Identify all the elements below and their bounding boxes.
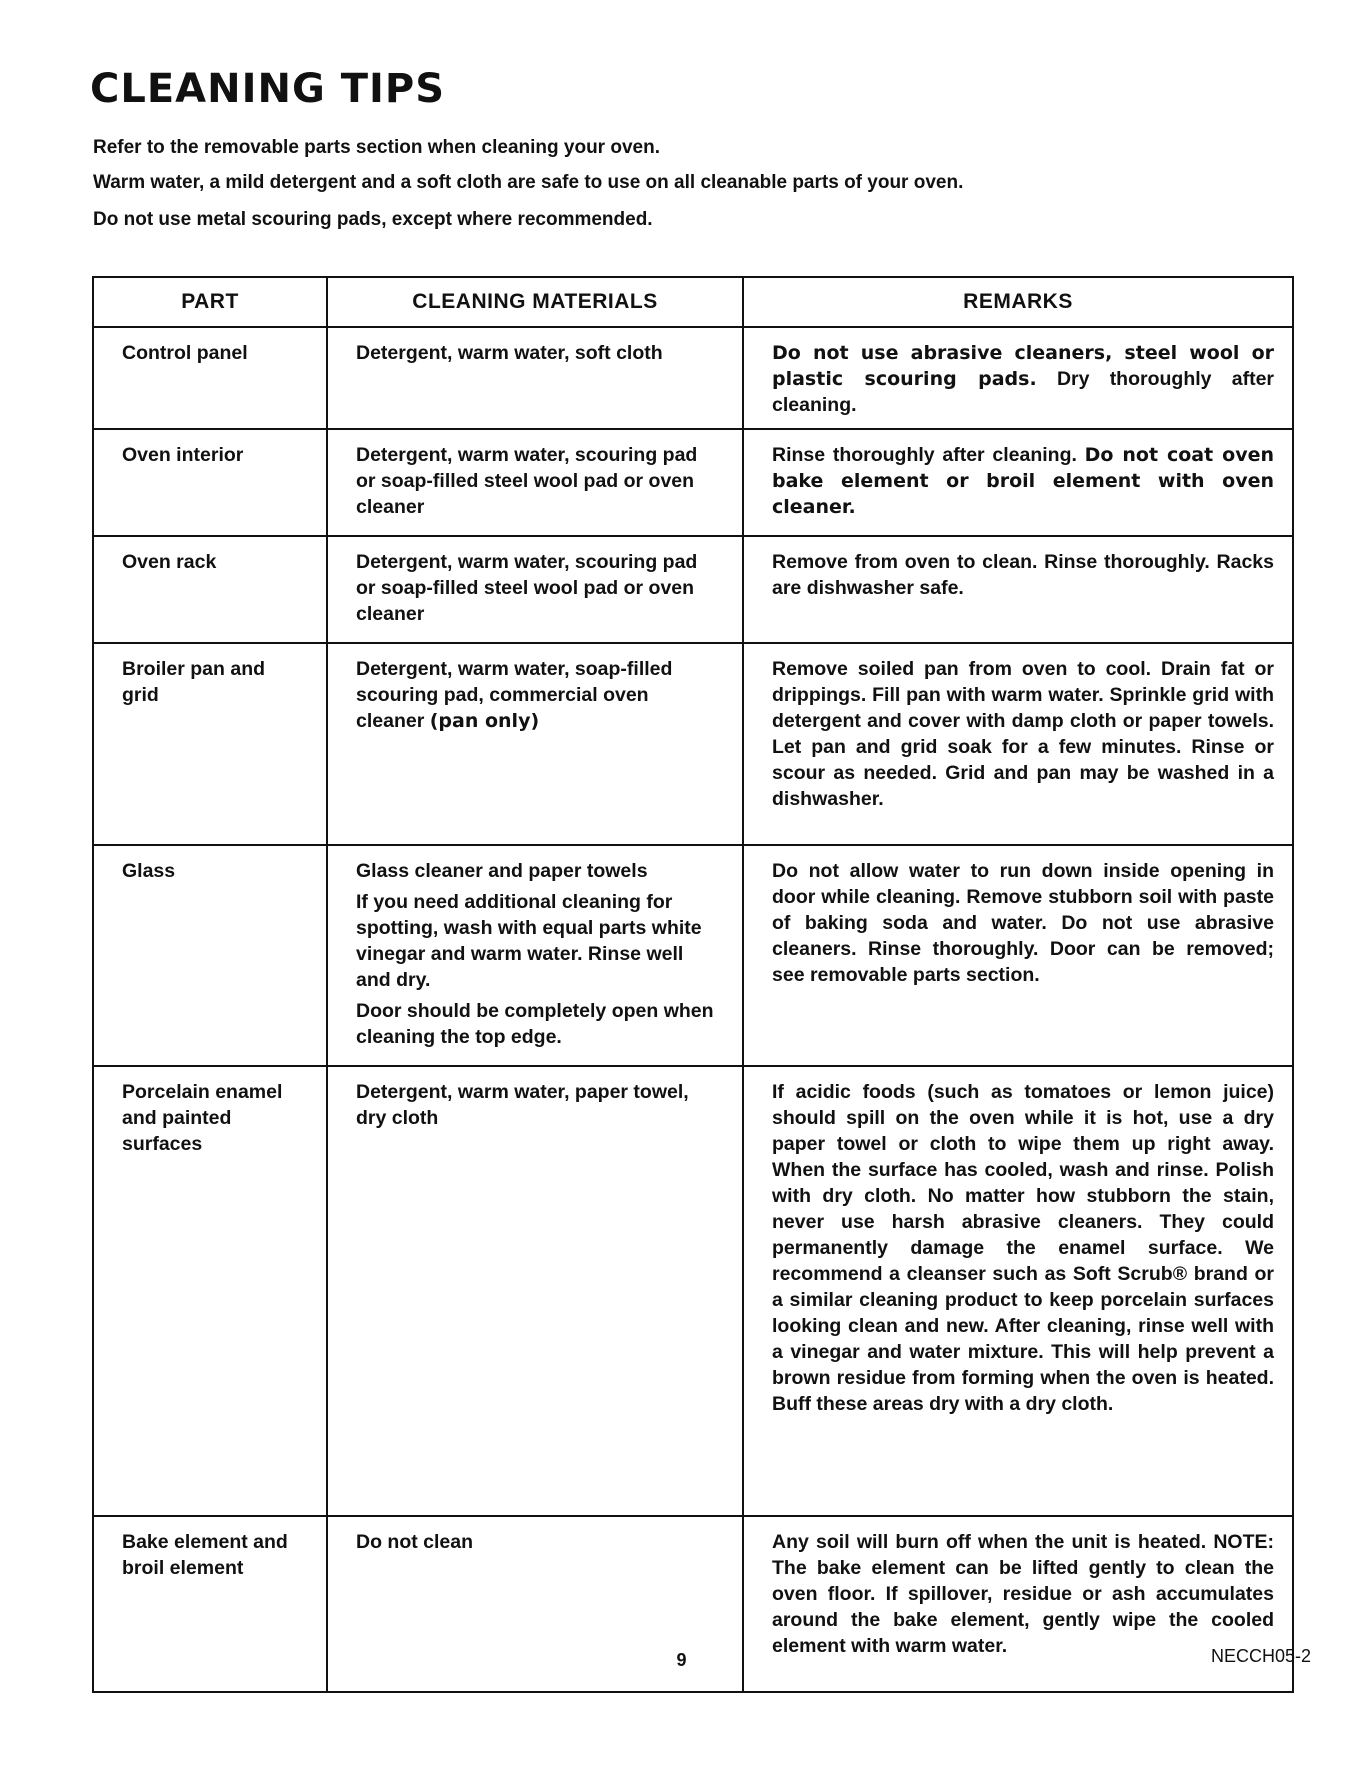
materials-text: Detergent, warm water, soap-filled scouring pad, commercial oven cleaner (356, 658, 673, 732)
page-title: CLEANING TIPS (90, 66, 446, 112)
cell-part: Broiler pan and grid (93, 643, 327, 845)
materials-text: Door should be completely open when cleaning the top edge. (356, 1000, 714, 1048)
cell-remarks (743, 536, 1293, 643)
cell-remarks (743, 845, 1293, 1066)
cell-materials (327, 429, 743, 536)
cell-part: Porcelain enamel and painted surfaces (93, 1066, 327, 1516)
cell-materials (327, 845, 743, 1066)
cell-remarks (743, 643, 1293, 845)
cell-materials (327, 1066, 743, 1516)
header-cleaning-materials: CLEANING MATERIALS (327, 277, 743, 327)
table-row (93, 327, 1293, 429)
cell-remarks (743, 1066, 1293, 1516)
intro-line-2: Warm water, a mild detergent and a soft cloth are safe to use on all cleanable parts of your oven. (93, 172, 964, 193)
cell-materials (327, 536, 743, 643)
remarks-text: Remove soiled pan from oven to cool. Drain fat or drippings. Fill pan with warm water. Sprinkle grid with detergent and cover with damp cloth or paper towels. Let pan and grid soak for a few minutes. Rinse or scour as needed. Grid and pan may be washed in a dishwasher. (772, 658, 1274, 810)
materials-text: Detergent, warm water, paper towel, dry cloth (356, 1081, 689, 1129)
materials-text: Detergent, warm water, scouring pad or soap-filled steel wool pad or oven cleaner (356, 551, 698, 625)
cell-part: Oven rack (93, 536, 327, 643)
materials-text: Glass cleaner and paper towels (356, 860, 648, 882)
remarks-text: Remove from oven to clean. Rinse thoroughly. Racks are dishwasher safe. (772, 551, 1274, 599)
intro-line-3: Do not use metal scouring pads, except where recommended. (93, 209, 653, 230)
cell-materials (327, 643, 743, 845)
page-number: 9 (676, 1650, 687, 1670)
header-remarks: REMARKS (743, 277, 1293, 327)
table-row (93, 845, 1293, 1066)
cell-materials (327, 327, 743, 429)
remarks-warning: Do not coat oven bake element or broil element with oven cleaner. (772, 444, 1274, 518)
header-part: PART (93, 277, 327, 327)
table-row (93, 643, 1293, 845)
remarks-warning: Do not use abrasive cleaners, steel wool or plastic scouring pads. (772, 342, 1274, 390)
cell-part: Bake element and broil element (93, 1516, 327, 1692)
remarks-text: If acidic foods (such as tomatoes or lemon juice) should spill on the oven while it is hot, use a dry paper towel or cloth to wipe them up right away. When the surface has cooled, wash and rinse. Polish with dry cloth. No matter how stubborn the stain, never use harsh abrasive cleaners. They could permanently damage the enamel surface. We recommend a cleanser such as Soft Scrub® brand or a similar cleaning product to keep porcelain surfaces looking clean and new. After cleaning, rinse well with a vinegar and water mixture. This will help prevent a brown residue from forming when the oven is heated. Buff these areas dry with a dry cloth. (772, 1081, 1274, 1415)
materials-text: Detergent, warm water, scouring pad or soap-filled steel wool pad or oven cleaner (356, 444, 698, 518)
materials-block (356, 656, 722, 734)
materials-text: Do not clean (356, 1531, 474, 1553)
materials-note: (pan only) (429, 710, 540, 732)
table-row (93, 1066, 1293, 1516)
remarks-text: Rinse thoroughly after cleaning. (772, 444, 1077, 466)
intro-line-1: Refer to the removable parts section when cleaning your oven. (93, 137, 660, 158)
cell-part: Control panel (93, 327, 327, 429)
table-row (93, 429, 1293, 536)
table-row (93, 536, 1293, 643)
cleaning-tips-table (92, 276, 1294, 1693)
remarks-text: Any soil will burn off when the unit is heated. NOTE: The bake element can be lifted gently to clean the oven floor. If spillover, residue or ash accumulates around the bake element, gently wipe the cooled element with warm water. (772, 1531, 1274, 1657)
cell-remarks (743, 327, 1293, 429)
table-header-row (93, 277, 1293, 327)
materials-text: If you need additional cleaning for spotting, wash with equal parts white vinegar and warm water. Rinse well and dry. (356, 891, 702, 991)
document-code: NECCH05-2 (1210, 1646, 1311, 1666)
cell-remarks (743, 429, 1293, 536)
cell-part: Oven interior (93, 429, 327, 536)
remarks-text: Do not allow water to run down inside opening in door while cleaning. Remove stubborn soil with paste of baking soda and water. Do not use abrasive cleaners. Rinse thoroughly. Door can be removed; see removable parts section. (772, 860, 1274, 986)
cell-part: Glass (93, 845, 327, 1066)
remarks-text: Dry thoroughly after cleaning. (772, 368, 1275, 416)
materials-text: Detergent, warm water, soft cloth (356, 342, 663, 364)
